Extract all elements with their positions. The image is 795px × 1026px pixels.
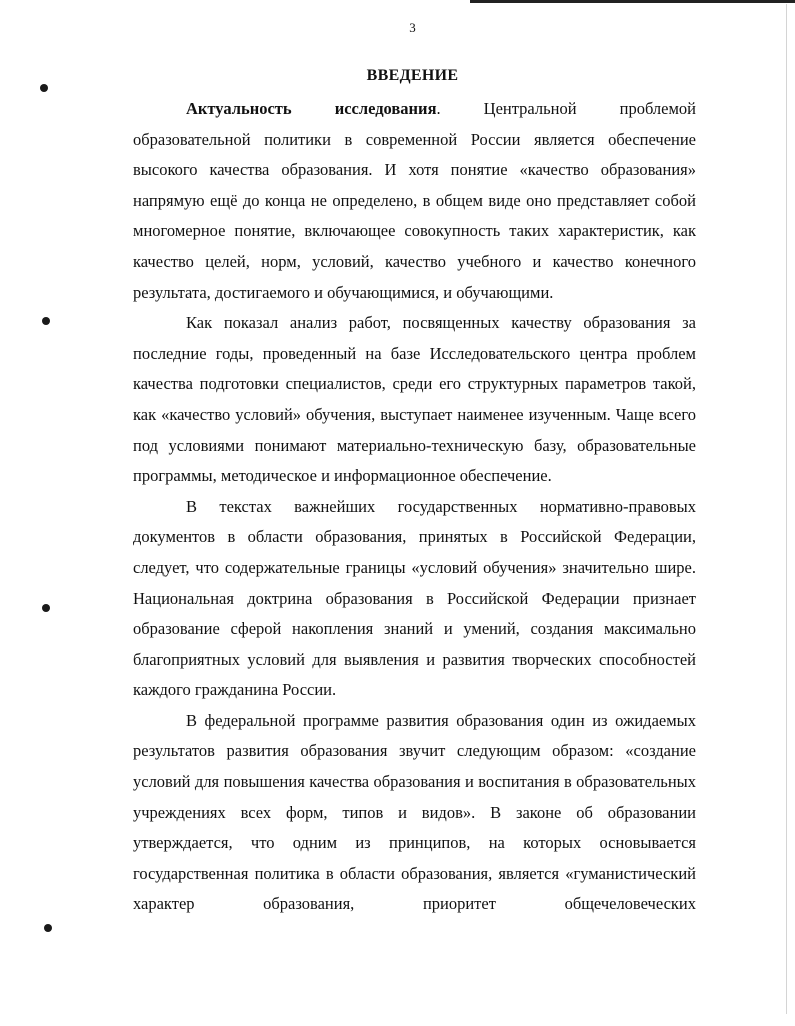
paragraph-lead: Актуальность исследования — [186, 99, 437, 118]
body-text — [133, 94, 696, 920]
paragraph-text: . Центральной проблемой образовательной политики в современной России является обеспечение высокого качества образования. И хотя понятие «качество образования» напрямую ещё до конца не определено, в общем виде оно представляет собой многомерное понятие, включающее совокупность таких характеристик, как качество целей, норм, условий, качество учебного и качество конечного результата, достигаемого и обучающимися, и обучающими. — [133, 99, 697, 302]
punch-hole-mark — [44, 924, 52, 932]
punch-hole-mark — [42, 604, 50, 612]
punch-hole-mark — [40, 84, 48, 92]
paragraph: В федеральной программе развития образования один из ожидаемых результатов развития образования звучит следующим образом: «создание условий для повышения качества образования и воспитания в образовательных учреждениях всех форм, типов и видов». В законе об образовании утверждается, что одним из принципов, на которых основывается государственная политика в области образования, является «гуманистический характер образования, приоритет общечеловеческих — [133, 710, 696, 914]
scan-border-right — [786, 4, 787, 1014]
scan-border-top — [470, 0, 795, 3]
page-number: 3 — [409, 20, 416, 35]
punch-hole-mark — [42, 317, 50, 325]
paragraph — [133, 94, 696, 308]
paragraph: В текстах важнейших государственных нормативно-правовых документов в области образования, принятых в Российской Федерации, следует, что содержательные границы «условий обучения» значительно шире. Национальная доктрина образования в Российской Федерации признает образование сферой накопления знаний и умений, создания максимально благоприятных условий для выявления и развития творческих способностей каждого гражданина России. — [133, 496, 696, 700]
page-title: ВВЕДЕНИЕ — [366, 67, 459, 84]
paragraph: Как показал анализ работ, посвященных качеству образования за последние годы, проведенный на базе Исследовательского центра проблем качества подготовки специалистов, среди его структурных параметров такой, как «качество условий» обучения, выступает наименее изученным. Чаще всего под условиями понимают материально-техническую базу, образовательные программы, методическое и информационное обеспечение. — [133, 313, 696, 486]
